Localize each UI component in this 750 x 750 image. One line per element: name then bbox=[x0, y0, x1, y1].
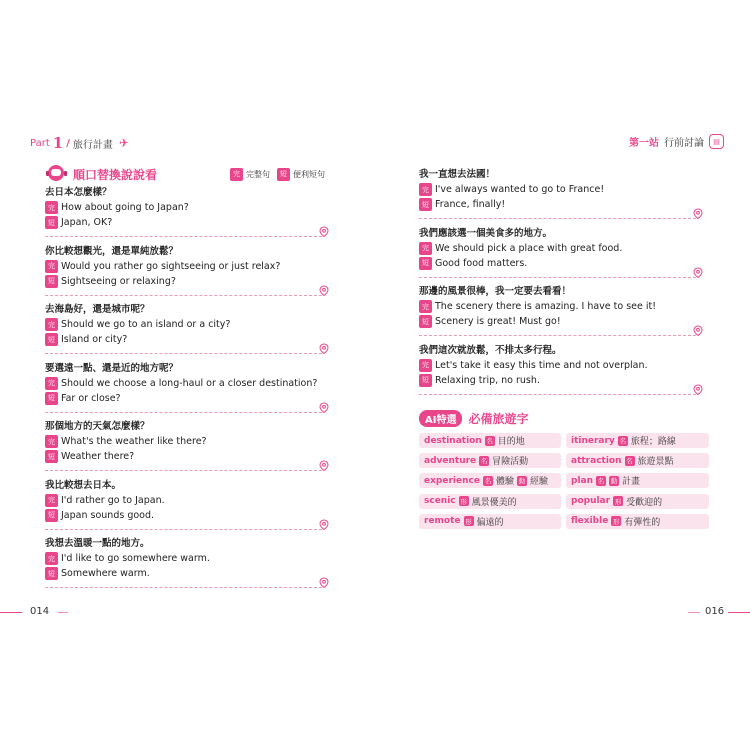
short-sentence-tag: 短 bbox=[419, 198, 432, 211]
vocab-meaning: 目的地 bbox=[497, 437, 525, 447]
header-slash: / bbox=[66, 137, 70, 149]
chinese-question: 我想去溫暖一點的地方。 bbox=[45, 538, 150, 549]
full-sentence: How about going to Japan? bbox=[61, 202, 189, 213]
short-sentence: Relaxing trip, no rush. bbox=[435, 374, 540, 386]
ai-vocab-heading bbox=[419, 410, 528, 427]
vocab-word: popular bbox=[571, 496, 611, 507]
vocab-word: experience bbox=[424, 475, 480, 486]
vocab-word: remote bbox=[424, 516, 461, 527]
vocab-meaning: 計畫 bbox=[622, 477, 641, 488]
chinese-question: 去海島好，還是城市呢？ bbox=[45, 304, 150, 315]
full-sentence-tag: 完 bbox=[419, 300, 432, 313]
phrase-entry bbox=[419, 344, 704, 403]
part-of-speech-tag: 名 bbox=[484, 477, 492, 486]
short-sentence: Sightseeing or relaxing? bbox=[61, 275, 176, 287]
chinese-question: 那個地方的天氣怎麼樣？ bbox=[45, 421, 150, 432]
short-sentence-line bbox=[419, 256, 704, 271]
full-sentence-tag: 完 bbox=[419, 359, 432, 372]
part-of-speech-tag: 名 bbox=[619, 437, 627, 445]
map-pin-icon bbox=[692, 384, 704, 396]
short-sentence: Scenery is great! Must go! bbox=[435, 316, 561, 327]
vocab-item bbox=[419, 494, 561, 509]
section-heading bbox=[45, 163, 325, 185]
vocab-item bbox=[566, 473, 709, 488]
footer-rule-right bbox=[728, 612, 750, 613]
footer-rule-left-tail bbox=[58, 612, 68, 613]
dashed-divider bbox=[45, 236, 322, 237]
full-sentence-tag: 完 bbox=[230, 168, 243, 181]
vocab-item bbox=[419, 473, 561, 488]
short-sentence: Far or close? bbox=[61, 392, 121, 404]
phrase-entry bbox=[45, 362, 330, 421]
map-pin-icon bbox=[318, 519, 330, 531]
full-sentence: Let's take it easy this time and not overplan. bbox=[435, 359, 648, 371]
left-phrase-list bbox=[45, 186, 330, 596]
short-sentence-tag: 短 bbox=[419, 374, 432, 387]
full-sentence-line bbox=[45, 434, 330, 449]
phrase-entry bbox=[45, 537, 330, 596]
full-sentence-line bbox=[45, 317, 330, 332]
part-of-speech-tag: 動 bbox=[610, 477, 618, 486]
short-sentence-tag: 短 bbox=[45, 567, 58, 580]
part-of-speech-tag: 名 bbox=[480, 457, 488, 466]
short-sentence-tag: 短 bbox=[45, 216, 58, 229]
vocab-word: adventure bbox=[424, 455, 477, 466]
short-sentence-tag: 短 bbox=[277, 168, 290, 181]
phrase-entry bbox=[45, 303, 330, 362]
full-sentence: Should we choose a long-haul or a closer destination? bbox=[61, 377, 318, 389]
footer-rule-right-tail bbox=[688, 612, 700, 613]
short-sentence-line bbox=[45, 508, 330, 523]
dashed-divider bbox=[45, 529, 322, 530]
phrase-entry bbox=[419, 168, 704, 227]
map-pin-icon bbox=[692, 267, 704, 279]
vocab-meaning: 偏遠的 bbox=[476, 517, 504, 528]
phrase-entry bbox=[45, 420, 330, 479]
short-sentence-line bbox=[45, 332, 330, 347]
map-pin-icon bbox=[692, 208, 704, 220]
short-sentence: Japan sounds good. bbox=[61, 509, 155, 521]
full-sentence-tag: 完 bbox=[45, 201, 58, 214]
chinese-question: 我比較想去日本。 bbox=[45, 479, 122, 491]
phrase-entry bbox=[45, 186, 330, 245]
short-sentence-tag: 短 bbox=[45, 275, 58, 288]
dashed-divider bbox=[419, 394, 696, 395]
full-sentence-tag: 完 bbox=[45, 552, 58, 565]
full-sentence-tag: 完 bbox=[419, 242, 432, 255]
dashed-divider bbox=[45, 295, 322, 296]
vocab-meaning: 有彈性的 bbox=[624, 517, 661, 528]
full-sentence-line bbox=[419, 299, 704, 314]
full-sentence-line bbox=[45, 551, 330, 566]
chinese-question: 我們這次就放鬆，不排太多行程。 bbox=[419, 344, 562, 356]
short-sentence-tag: 短 bbox=[45, 392, 58, 405]
short-sentence-tag: 短 bbox=[419, 257, 432, 270]
vocab-meaning: 冒險活動 bbox=[492, 457, 529, 468]
phrase-entry bbox=[45, 479, 330, 538]
vocab-word: itinerary bbox=[571, 435, 615, 446]
legend-full: 完整句 bbox=[246, 169, 270, 179]
short-sentence-line bbox=[45, 391, 330, 406]
full-sentence: What's the weather like there? bbox=[61, 436, 207, 447]
vocab-item bbox=[419, 433, 561, 448]
dashed-divider bbox=[419, 218, 696, 219]
short-sentence-line bbox=[419, 197, 704, 212]
full-sentence-line bbox=[419, 358, 704, 373]
dashed-divider bbox=[419, 335, 696, 336]
short-sentence-tag: 短 bbox=[419, 315, 432, 328]
section-title: 順口替換說說看 bbox=[73, 167, 158, 182]
luggage-icon: ▤ bbox=[709, 134, 724, 149]
ai-badge-label: AI特選 bbox=[425, 415, 457, 426]
map-pin-icon bbox=[318, 343, 330, 355]
dashed-divider bbox=[45, 587, 322, 588]
vocab-word: flexible bbox=[571, 516, 609, 527]
page-number-left: 014 bbox=[30, 606, 50, 617]
short-sentence-tag: 短 bbox=[45, 509, 58, 522]
short-sentence: Japan, OK? bbox=[61, 217, 113, 228]
vocab-item bbox=[419, 514, 561, 529]
full-sentence-tag: 完 bbox=[45, 377, 58, 390]
station-label: 第一站 bbox=[629, 138, 659, 149]
map-pin-icon bbox=[318, 402, 330, 414]
dashed-divider bbox=[45, 353, 322, 354]
legend bbox=[230, 168, 325, 181]
dashed-divider bbox=[419, 277, 696, 278]
short-sentence-line bbox=[45, 215, 330, 230]
robot-mascot-icon bbox=[45, 163, 69, 185]
full-sentence-line bbox=[419, 241, 704, 256]
vocab-item bbox=[566, 514, 709, 529]
short-sentence: Weather there? bbox=[61, 451, 135, 462]
phrase-entry bbox=[419, 285, 704, 344]
running-header-right bbox=[629, 134, 724, 149]
map-pin-icon bbox=[318, 285, 330, 297]
part-of-speech-tag: 形 bbox=[460, 497, 467, 506]
part-of-speech-tag: 形 bbox=[465, 517, 472, 526]
part-number: 1 bbox=[52, 134, 64, 152]
chinese-question: 我一直想去法國！ bbox=[419, 169, 496, 180]
map-pin-icon bbox=[318, 226, 330, 238]
vocab-item bbox=[566, 494, 709, 509]
vocab-meaning: 體驗 bbox=[495, 477, 514, 488]
full-sentence: I'd rather go to Japan. bbox=[61, 494, 165, 506]
airplane-icon: ✈ bbox=[118, 136, 129, 150]
page-number-right: 016 bbox=[705, 606, 725, 617]
map-pin-icon bbox=[318, 577, 330, 589]
full-sentence: Would you rather go sightseeing or just relax? bbox=[61, 260, 281, 272]
map-pin-icon bbox=[692, 325, 704, 337]
ai-vocab-title: 必備旅遊字 bbox=[468, 412, 529, 426]
short-sentence-line bbox=[45, 566, 330, 581]
legend-short: 便利短句 bbox=[293, 169, 325, 179]
vocab-item bbox=[566, 453, 709, 468]
short-sentence-tag: 短 bbox=[45, 450, 58, 463]
full-sentence: I've always wanted to go to France! bbox=[435, 184, 605, 195]
short-sentence: Somewhere warm. bbox=[61, 568, 150, 579]
part-of-speech-tag: 名 bbox=[626, 457, 633, 466]
short-sentence: France, finally! bbox=[435, 199, 506, 210]
vocab-word: attraction bbox=[571, 455, 622, 466]
full-sentence-line bbox=[45, 200, 330, 215]
full-sentence: Should we go to an island or a city? bbox=[61, 319, 231, 330]
chinese-question: 去日本怎麼樣？ bbox=[45, 187, 112, 198]
chapter-title: 旅行計畫 bbox=[72, 139, 113, 151]
vocab-word: destination bbox=[424, 435, 482, 446]
short-sentence-line bbox=[419, 314, 704, 329]
short-sentence: Island or city? bbox=[61, 334, 128, 345]
vocab-meaning: 經驗 bbox=[529, 477, 548, 488]
section-label: 行前討論 bbox=[664, 138, 704, 149]
dashed-divider bbox=[45, 412, 322, 413]
part-of-speech-tag: 形 bbox=[614, 497, 622, 506]
short-sentence-line bbox=[419, 373, 704, 388]
part-of-speech-tag: 形 bbox=[613, 517, 620, 526]
chinese-question: 要選遠一點、還是近的地方呢？ bbox=[45, 362, 179, 374]
chinese-question: 那邊的風景很棒，我一定要去看看！ bbox=[419, 286, 572, 297]
running-header-left bbox=[30, 134, 129, 152]
full-sentence: The scenery there is amazing. I have to see it! bbox=[435, 301, 657, 312]
footer-rule-left bbox=[0, 612, 22, 613]
short-sentence-tag: 短 bbox=[45, 333, 58, 346]
vocab-meaning: 風景優美的 bbox=[471, 497, 517, 508]
full-sentence-line bbox=[45, 376, 330, 391]
vocab-word: plan bbox=[571, 475, 594, 486]
phrase-entry bbox=[419, 227, 704, 286]
vocab-item bbox=[419, 453, 561, 468]
phrase-entry bbox=[45, 245, 330, 304]
full-sentence-tag: 完 bbox=[45, 260, 58, 273]
short-sentence-line bbox=[45, 449, 330, 464]
short-sentence: Good food matters. bbox=[435, 257, 528, 269]
full-sentence: We should pick a place with great food. bbox=[435, 242, 623, 254]
vocab-item bbox=[566, 433, 709, 448]
vocab-meaning: 旅程；路線 bbox=[630, 437, 676, 447]
part-of-speech-tag: 名 bbox=[486, 437, 493, 445]
full-sentence-line bbox=[419, 182, 704, 197]
full-sentence-tag: 完 bbox=[45, 435, 58, 448]
part-label: Part bbox=[30, 137, 50, 149]
chinese-question: 你比較想觀光，還是單純放鬆？ bbox=[45, 245, 179, 257]
chinese-question: 我們應該選一個美食多的地方。 bbox=[419, 227, 553, 239]
short-sentence-line bbox=[45, 274, 330, 289]
vocab-meaning: 受歡迎的 bbox=[626, 497, 663, 508]
full-sentence-tag: 完 bbox=[45, 318, 58, 331]
vocab-meaning: 旅遊景點 bbox=[637, 457, 674, 468]
map-pin-icon bbox=[318, 460, 330, 472]
full-sentence-line bbox=[45, 493, 330, 508]
full-sentence-tag: 完 bbox=[419, 183, 432, 196]
part-of-speech-tag: 名 bbox=[597, 477, 605, 486]
vocab-word: scenic bbox=[424, 496, 456, 507]
full-sentence-tag: 完 bbox=[45, 494, 58, 507]
right-phrase-list bbox=[419, 168, 704, 402]
part-of-speech-tag: 動 bbox=[518, 477, 526, 486]
full-sentence-line bbox=[45, 259, 330, 274]
full-sentence: I'd like to go somewhere warm. bbox=[61, 553, 210, 564]
dashed-divider bbox=[45, 470, 322, 471]
ai-badge bbox=[419, 410, 462, 427]
